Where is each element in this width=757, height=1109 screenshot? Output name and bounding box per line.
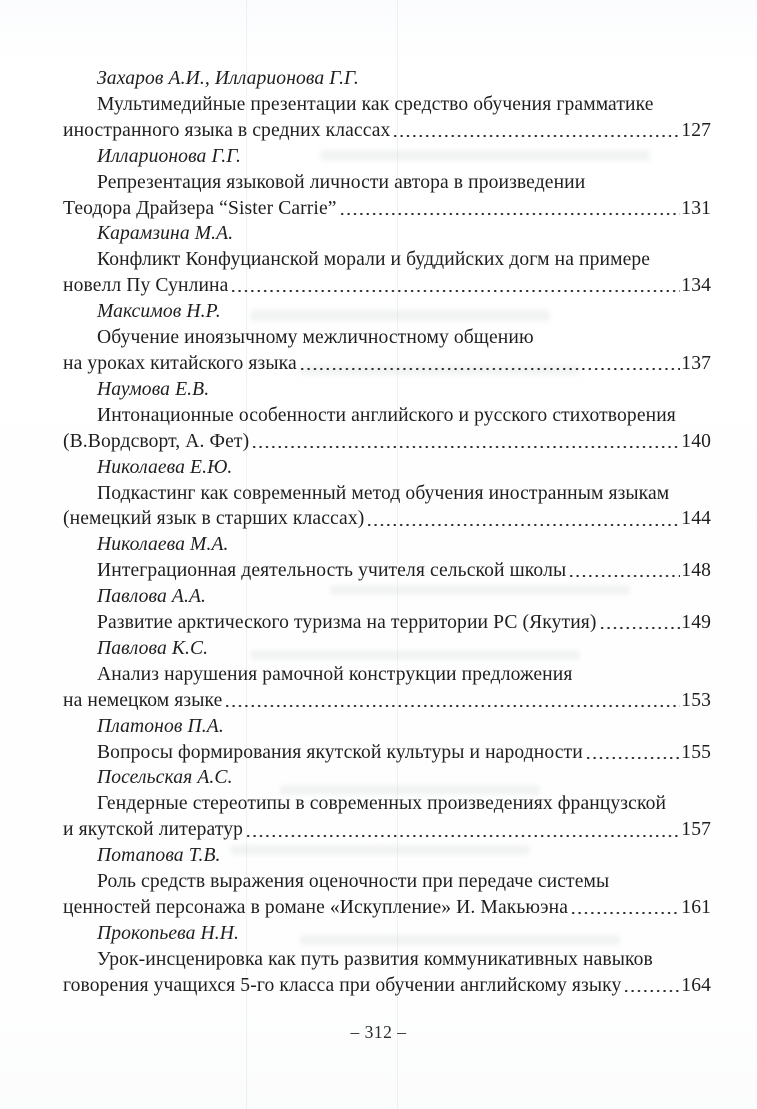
dot-leader bbox=[568, 558, 680, 584]
toc-entry bbox=[63, 765, 711, 843]
toc-entry-title-line bbox=[63, 325, 711, 351]
toc-entry-authors: Потапова Т.В. bbox=[97, 845, 221, 867]
toc-page-number: 134 bbox=[681, 275, 711, 297]
toc-entry-title-line bbox=[63, 429, 711, 455]
toc-entry bbox=[63, 455, 711, 533]
dot-leader bbox=[339, 196, 681, 222]
toc-page-number: 164 bbox=[681, 974, 711, 996]
toc-entry-title-line bbox=[63, 92, 711, 118]
dot-leader bbox=[245, 817, 680, 843]
toc-entry-authors: Илларионова Г.Г. bbox=[97, 145, 241, 167]
toc-title-text: иностранного языка в средних классах bbox=[63, 119, 391, 141]
toc-entry-title-line bbox=[63, 506, 711, 532]
toc-title-text: Урок-инсценировка как путь развития коммуникативных навыков bbox=[97, 948, 653, 970]
toc-entry-authors: Николаева Е.Ю. bbox=[97, 456, 233, 478]
dot-leader bbox=[224, 688, 680, 714]
toc-page-number: 157 bbox=[681, 819, 711, 841]
toc-entry bbox=[63, 66, 711, 144]
toc-entry-title-line bbox=[63, 662, 711, 688]
toc-entry-title-line bbox=[63, 791, 711, 817]
toc-title-text: Конфликт Конфуцианской морали и буддийских догм на примере bbox=[97, 249, 651, 271]
toc-page-number: 127 bbox=[681, 119, 711, 141]
toc-title-text: ценностей персонажа в романе «Искупление» И. Макьюэна bbox=[63, 897, 569, 918]
toc-page-number: 131 bbox=[681, 197, 711, 219]
toc-entry-title-line bbox=[63, 947, 711, 973]
toc-entry-title-line bbox=[63, 817, 711, 843]
toc-title-text: Интеграционная деятельность учителя сельской школы bbox=[97, 560, 567, 582]
toc-entry bbox=[63, 299, 711, 377]
toc-entry-title-line bbox=[63, 895, 711, 921]
toc-entry bbox=[63, 714, 711, 766]
toc-entry-authors: Максимов Н.Р. bbox=[97, 301, 221, 323]
toc-page-number: 153 bbox=[681, 689, 711, 711]
toc-title-text: Интонационные особенности английского и русского стихотворения bbox=[97, 404, 676, 426]
toc-title-text: Мультимедийные презентации как средство обучения грамматике bbox=[97, 93, 654, 115]
toc-entry-title-line bbox=[63, 688, 711, 714]
toc-entry-title-line bbox=[63, 403, 711, 429]
toc-title-text: на немецком языке bbox=[63, 689, 223, 711]
dot-leader bbox=[585, 740, 681, 766]
dot-leader bbox=[299, 351, 681, 377]
toc-entry-title-line bbox=[63, 247, 711, 273]
toc-list bbox=[63, 66, 711, 999]
toc-entry bbox=[63, 921, 711, 999]
toc-title-text: Репрезентация языковой личности автора в произведении bbox=[97, 171, 586, 193]
toc-entry-title-line bbox=[63, 196, 711, 222]
toc-title-text: Роль средств выражения оценочности при передаче системы bbox=[97, 871, 610, 893]
toc-entry-title-line bbox=[63, 273, 711, 299]
dot-leader bbox=[251, 429, 680, 455]
toc-title-text: Развитие арктического туризма на территории РС (Якутия) bbox=[97, 612, 597, 634]
toc-entry bbox=[63, 843, 711, 921]
toc-page-number: 155 bbox=[681, 741, 711, 763]
toc-entry-title-line bbox=[63, 558, 711, 584]
toc-entry-authors: Посельская А.С. bbox=[97, 767, 233, 789]
toc-page-number: 137 bbox=[681, 352, 711, 374]
dot-leader bbox=[230, 273, 680, 299]
toc-page-number: 144 bbox=[681, 508, 711, 530]
toc-entry-title-line bbox=[63, 118, 711, 144]
toc-entry-title-line bbox=[63, 481, 711, 507]
toc-title-text: говорения учащихся 5-го класса при обучении английскому языку bbox=[63, 974, 622, 996]
toc-title-text: Вопросы формирования якутской культуры и народности bbox=[97, 741, 583, 763]
dot-leader bbox=[599, 610, 681, 636]
toc-page-number: 140 bbox=[681, 430, 711, 452]
toc-entry bbox=[63, 532, 711, 584]
toc-entry-authors: Платонов П.А. bbox=[97, 715, 224, 737]
toc-entry-title-line bbox=[63, 973, 711, 999]
toc-entry bbox=[63, 636, 711, 714]
toc-title-text: Подкастинг как современный метод обучения иностранным языкам bbox=[97, 482, 670, 504]
toc-page-number: 149 bbox=[681, 612, 711, 634]
toc-title-text: Теодора Драйзера “Sister Carrie” bbox=[63, 197, 337, 219]
toc-entry-authors: Наумова Е.В. bbox=[97, 378, 210, 400]
toc-title-text: Анализ нарушения рамочной конструкции предложения bbox=[97, 663, 573, 685]
toc-entry-authors: Прокопьева Н.Н. bbox=[97, 922, 240, 944]
toc-title-text: на уроках китайского языка bbox=[63, 352, 297, 374]
toc-entry-title-line bbox=[63, 869, 711, 895]
toc-entry bbox=[63, 144, 711, 222]
dot-leader bbox=[392, 118, 680, 144]
toc-entry-title-line bbox=[63, 740, 711, 766]
toc-entry-authors: Карамзина М.А. bbox=[97, 223, 234, 245]
toc-entry-authors: Павлова К.С. bbox=[97, 637, 209, 659]
toc-title-text: Гендерные стереотипы в современных произведениях французской bbox=[97, 793, 667, 815]
toc-entry-authors: Николаева М.А. bbox=[97, 534, 229, 556]
page-number-footer: – 312 – bbox=[350, 1022, 407, 1042]
dot-leader bbox=[366, 506, 680, 532]
toc-entry bbox=[63, 377, 711, 455]
toc-entry bbox=[63, 584, 711, 636]
toc-entry-authors: Павлова А.А. bbox=[97, 586, 207, 608]
toc-page-number: 148 bbox=[681, 560, 711, 582]
toc-title-text: новелл Пу Сунлина bbox=[63, 275, 229, 297]
toc-title-text: (В.Вордсворт, А. Фет) bbox=[63, 430, 250, 452]
toc-entry bbox=[63, 221, 711, 299]
toc-entry-authors: Захаров А.И., Илларионова Г.Г. bbox=[97, 68, 359, 89]
toc-entry-title-line bbox=[63, 351, 711, 377]
toc-title-text: Обучение иноязычному межличностному общению bbox=[97, 327, 534, 349]
toc-entry-title-line bbox=[63, 170, 711, 196]
toc-title-text: и якутской литератур bbox=[63, 819, 244, 841]
dot-leader bbox=[623, 973, 680, 999]
toc-page-number: 161 bbox=[681, 897, 711, 918]
toc-entry-title-line bbox=[63, 610, 711, 636]
toc-title-text: (немецкий язык в старших классах) bbox=[63, 508, 365, 530]
dot-leader bbox=[570, 895, 680, 921]
